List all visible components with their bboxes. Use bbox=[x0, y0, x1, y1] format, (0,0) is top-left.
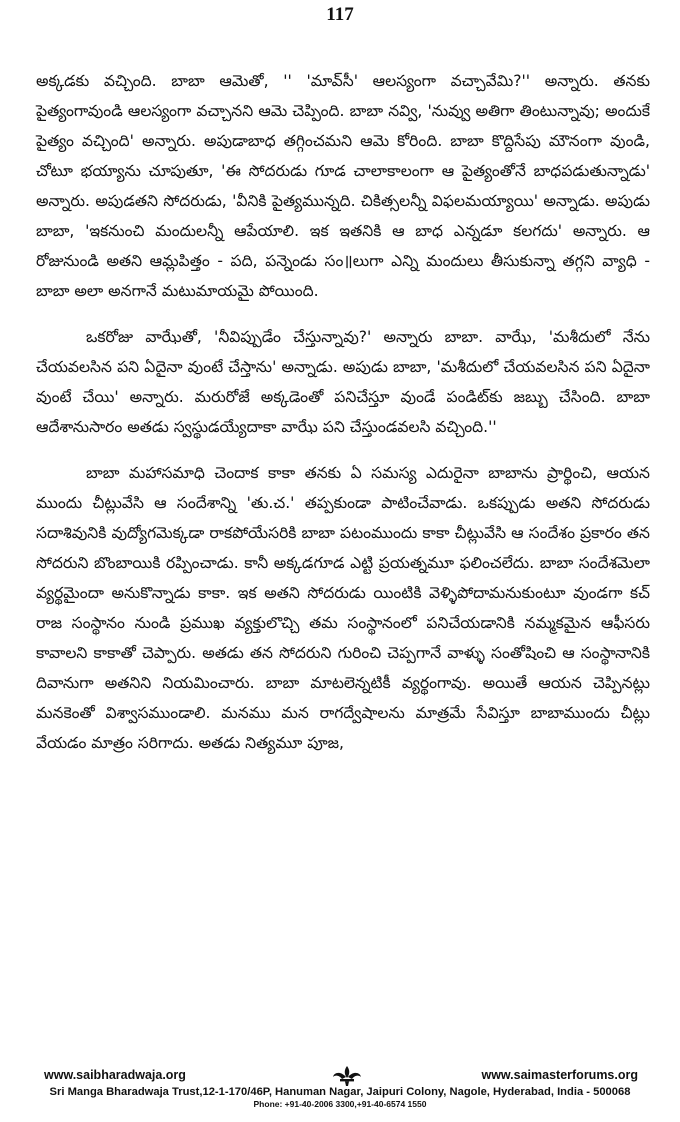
body-text bbox=[36, 66, 650, 758]
page-footer bbox=[34, 1068, 646, 1109]
trust-address: Sri Manga Bharadwaja Trust,12-1-170/46P, Hanuman Nagar, Jaipuri Colony, Nagole, Hyderabad, India - 500068 bbox=[49, 1086, 631, 1098]
footer-links-row bbox=[34, 1068, 646, 1086]
paragraph-3: బాబా మహాసమాధి చెందాక కాకా తనకు ఏ సమస్య ఎదురైనా బాబాను ప్రార్థించి, ఆయన ముందు చీట్లువేసి ఆ సందేశాన్ని 'తు.చ.' తప్పకుండా పాటించేవాడు. ఒకప్పుడు అతని సోదరుడు సదాశివునికి వుద్యోగమెక్కడా రాకపోయేసరికి బాబా పటంముందు కాకా చీట్లువేసి ఆ సందేశం ప్రకారం తన సోదరుని బొంబాయికి రప్పించాడు. కానీ అక్కడగూడ ఎట్టి ప్రయత్నమూ ఫలించలేదు. బాబా సందేశమెలా వ్యర్థమైందా అనుకొన్నాడు కాకా. ఇక అతని సోదరుడు యింటికి వెళ్ళిపోదామనుకుంటూ వుండగా కచ్ రాజ సంస్థానం నుండి ప్రముఖ వ్యక్తులొచ్చి తమ సంస్థానంలో పనిచేయడానికి నమ్మకమైన ఆఫీసరు కావాలని కాకాతో చెప్పారు. అతడు తన సోదరుని గురించి చెప్పగానే వాళ్ళు సంతోషించి ఆ సంస్థానానికి దివానుగా అతనిని నియమించారు. బాబా మాటలెన్నటికీ వ్యర్థంగావు. అయితే ఆయన చెప్పినట్లు మనకెంతో విశ్వాసముండాలి. మనము మన రాగద్వేషాలను మాత్రమే సేవిస్తూ బాబాముందు చీట్లు వేయడం మాత్రం సరిగాదు. అతడు నిత్యమూ పూజ, bbox=[36, 464, 650, 752]
paragraph-1: అక్కడకు వచ్చింది. బాబా ఆమెతో, '' 'మావ్‌సీ' ఆలస్యంగా వచ్చావేమి?'' అన్నారు. తనకు పైత్యంగావుండి ఆలస్యంగా వచ్చానని ఆమె చెప్పింది. బాబా నవ్వి, 'నువ్వు అతిగా తింటున్నావు; అందుకే పైత్యం వచ్చింది' అన్నారు. అపుడాబాధ తగ్గించమని ఆమె కోరింది. బాబా కొద్దిసేపు మౌనంగా వుండి, చోటూ భయ్యాను చూపుతూ, 'ఈ సోదరుడు గూడ చాలాకాలంగా ఆ పైత్యంతోనే బాధపడుతున్నాడు' అన్నారు. అపుడతని సోదరుడు, 'వీనికి పైత్యమున్నది. చికిత్సలన్నీ విఫలమయ్యాయి' అన్నాడు. అపుడు బాబా, 'ఇకనుంచి మందులన్నీ ఆపేయాలి. ఇక ఇతనికి ఆ బాధ ఎన్నడూ కలగదు' అన్నారు. ఆ రోజునుండి అతని ఆమ్లపిత్తం - పది, పన్నెండు సం॥లుగా ఎన్ని మందులు తీసుకున్నా తగ్గని వ్యాధి - బాబా అలా అనగానే మటుమాయమై పోయింది. bbox=[36, 72, 650, 300]
fleur-de-lis-icon bbox=[330, 1065, 364, 1087]
paragraph-2: ఒకరోజు వాఝేతో, 'నీవిప్పుడేం చేస్తున్నావు?' అన్నారు బాబా. వాఝే, 'మశీదులో నేను చేయవలసిన పని ఏదైనా వుంటే చేస్తాను' అన్నాడు. అపుడు బాబా, 'మశీదులో చేయవలసిన పని ఏదైనా వుంటే చేయి' అన్నారు. మరురోజే అక్కడెంతో పనిచేస్తూ వుండే పండిట్‌కు జబ్బు చేసింది. బాబా ఆదేశానుసారం అతడు స్వస్థుడయ్యేదాకా వాఝే పని చేస్తుండవలసి వచ్చింది.'' bbox=[36, 328, 650, 436]
website-right-link[interactable]: www.saimasterforums.org bbox=[481, 1068, 638, 1082]
page-number: 117 bbox=[326, 4, 354, 25]
website-left-link[interactable]: www.saibharadwaja.org bbox=[44, 1068, 186, 1082]
trust-phone: Phone: +91-40-2006 3300,+91-40-6574 1550 bbox=[253, 1099, 427, 1109]
